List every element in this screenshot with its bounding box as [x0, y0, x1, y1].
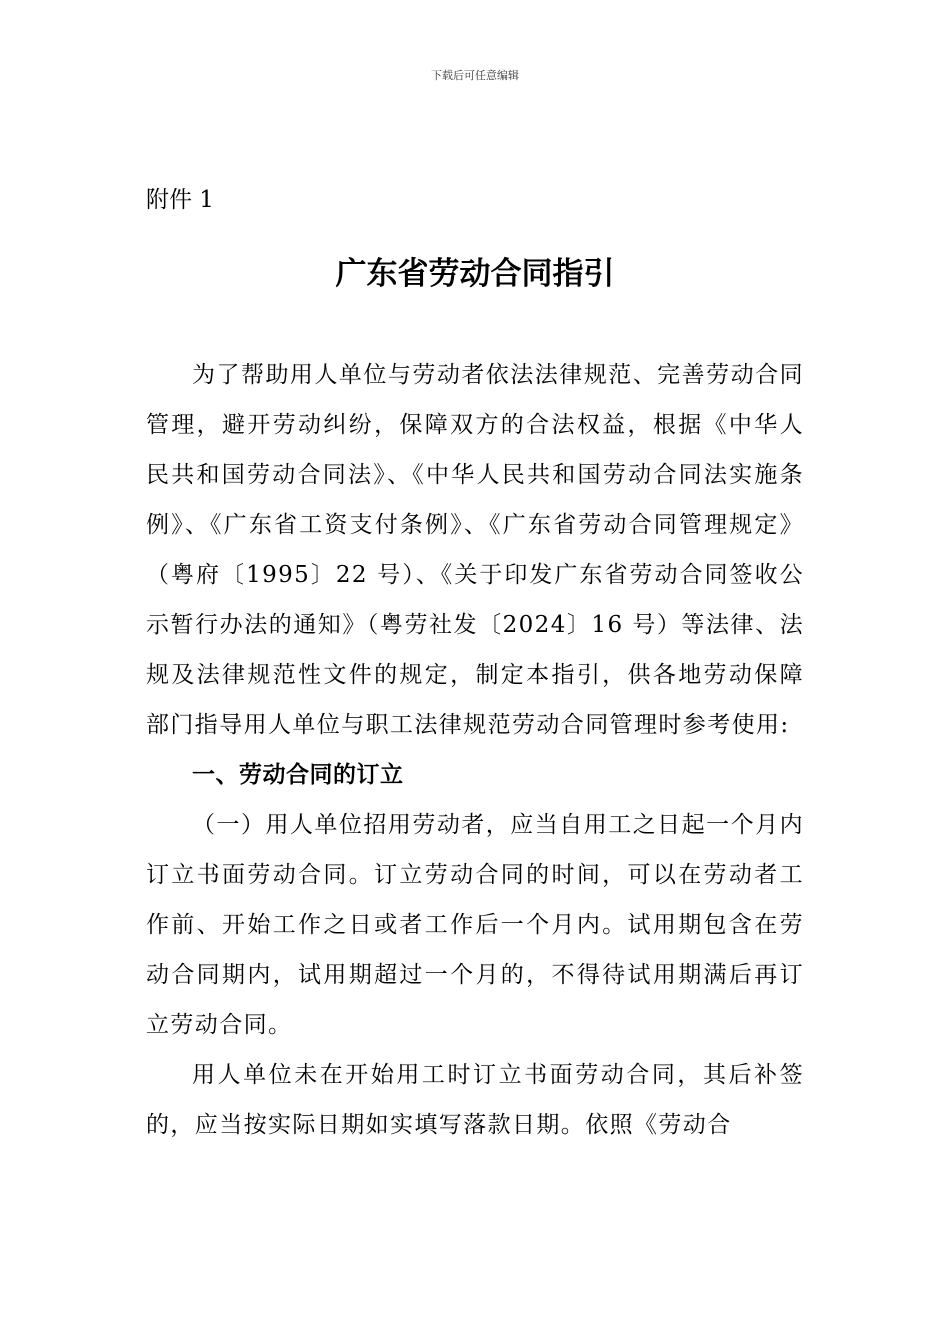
section-heading: 一、劳动合同的订立 — [192, 762, 404, 788]
section-paragraph: 用人单位未在开始用工时订立书面劳动合同，其后补签的，应当按实际日期如实填写落款日期。依照《劳动合 — [146, 1062, 804, 1138]
attachment-label: 附件 1 — [146, 187, 214, 213]
section-paragraph: （一）用人单位招用劳动者，应当自用工之日起一个月内订立书面劳动合同。订立劳动合同的时间，可以在劳动者工作前、开始工作之日或者工作后一个月内。试用期包含在劳动合同期内，试用期超过一个月的，不得待试用期满后再订立劳动合同。 — [146, 812, 804, 1038]
header-note: 下载后可任意编辑 — [431, 69, 519, 82]
document-title: 广东省劳动合同指引 — [335, 256, 615, 292]
intro-paragraph: 为了帮助用人单位与劳动者依法法律规范、完善劳动合同管理，避开劳动纠纷，保障双方的合法权益，根据《中华人民共和国劳动合同法》、《中华人民共和国劳动合同法实施条例》、《广东省工资支付条例》、《广东省劳动合同管理规定》（粤府〔1995〕22 号）、《关于印发广东省劳动合同签收公示暂行办法的通知》（粤劳社发〔2024〕16 号）等法律、法规及法律规范性文件的规定，制定本指引，供各地劳动保障部门指导用人单位与职工法律规范劳动合同管理时参考使用: — [146, 362, 804, 738]
document-body — [146, 350, 804, 1150]
